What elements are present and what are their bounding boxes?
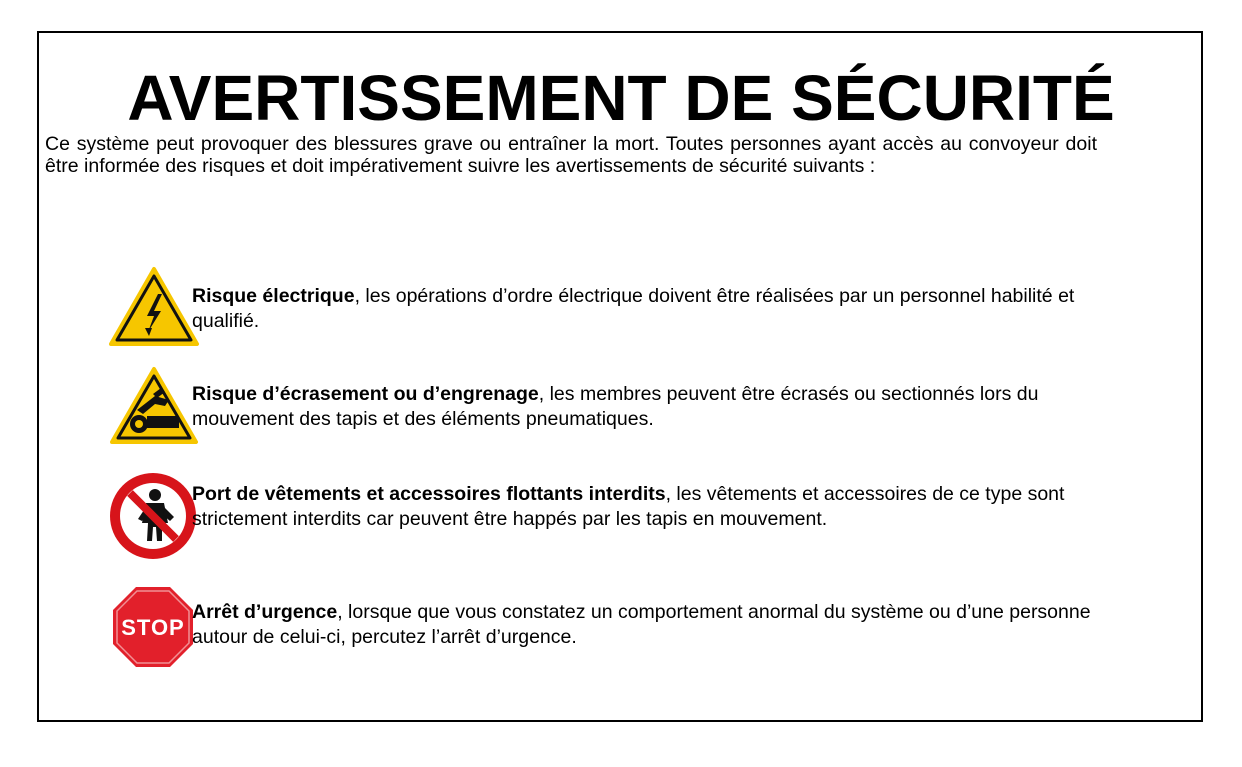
page-title: AVERTISSEMENT DE SÉCURITÉ xyxy=(127,62,1115,134)
warning-heading: Risque électrique xyxy=(192,285,355,307)
no-loose-clothing-icon xyxy=(108,471,198,561)
warning-text-clothing xyxy=(192,482,1092,532)
warning-text-stop xyxy=(192,600,1092,650)
warning-text-crush xyxy=(192,382,1092,432)
electric-hazard-icon xyxy=(108,266,200,348)
intro-paragraph: Ce système peut provoquer des blessures grave ou entraîner la mort. Toutes personnes ayant accès au convoyeur doit être informée des risques et doit impérativement suivre les avertissements de sécurité suivants : xyxy=(45,133,1097,177)
warning-body: , lorsque que vous constatez un comportement anormal du système ou d’une personne autour de celui-ci, percutez l’arrêt d’urgence. xyxy=(192,601,1091,648)
warning-heading: Arrêt d’urgence xyxy=(192,601,338,623)
warning-heading: Port de vêtements et accessoires flottants interdits xyxy=(192,483,666,505)
stop-sign-icon xyxy=(112,586,194,668)
warning-body: , les opérations d’ordre électrique doivent être réalisées par un personnel habilité et qualifié. xyxy=(192,285,1075,332)
warning-text-electric xyxy=(192,284,1092,334)
stop-sign-label: STOP xyxy=(121,615,185,640)
warning-body: , les membres peuvent être écrasés ou sectionnés lors du mouvement des tapis et des éléments pneumatiques. xyxy=(192,383,1039,430)
crush-hazard-icon xyxy=(109,366,199,446)
warning-heading: Risque d’écrasement ou d’engrenage xyxy=(192,383,539,405)
warning-body: , les vêtements et accessoires de ce type sont strictement interdits car peuvent être happés par les tapis en mouvement. xyxy=(192,483,1065,530)
